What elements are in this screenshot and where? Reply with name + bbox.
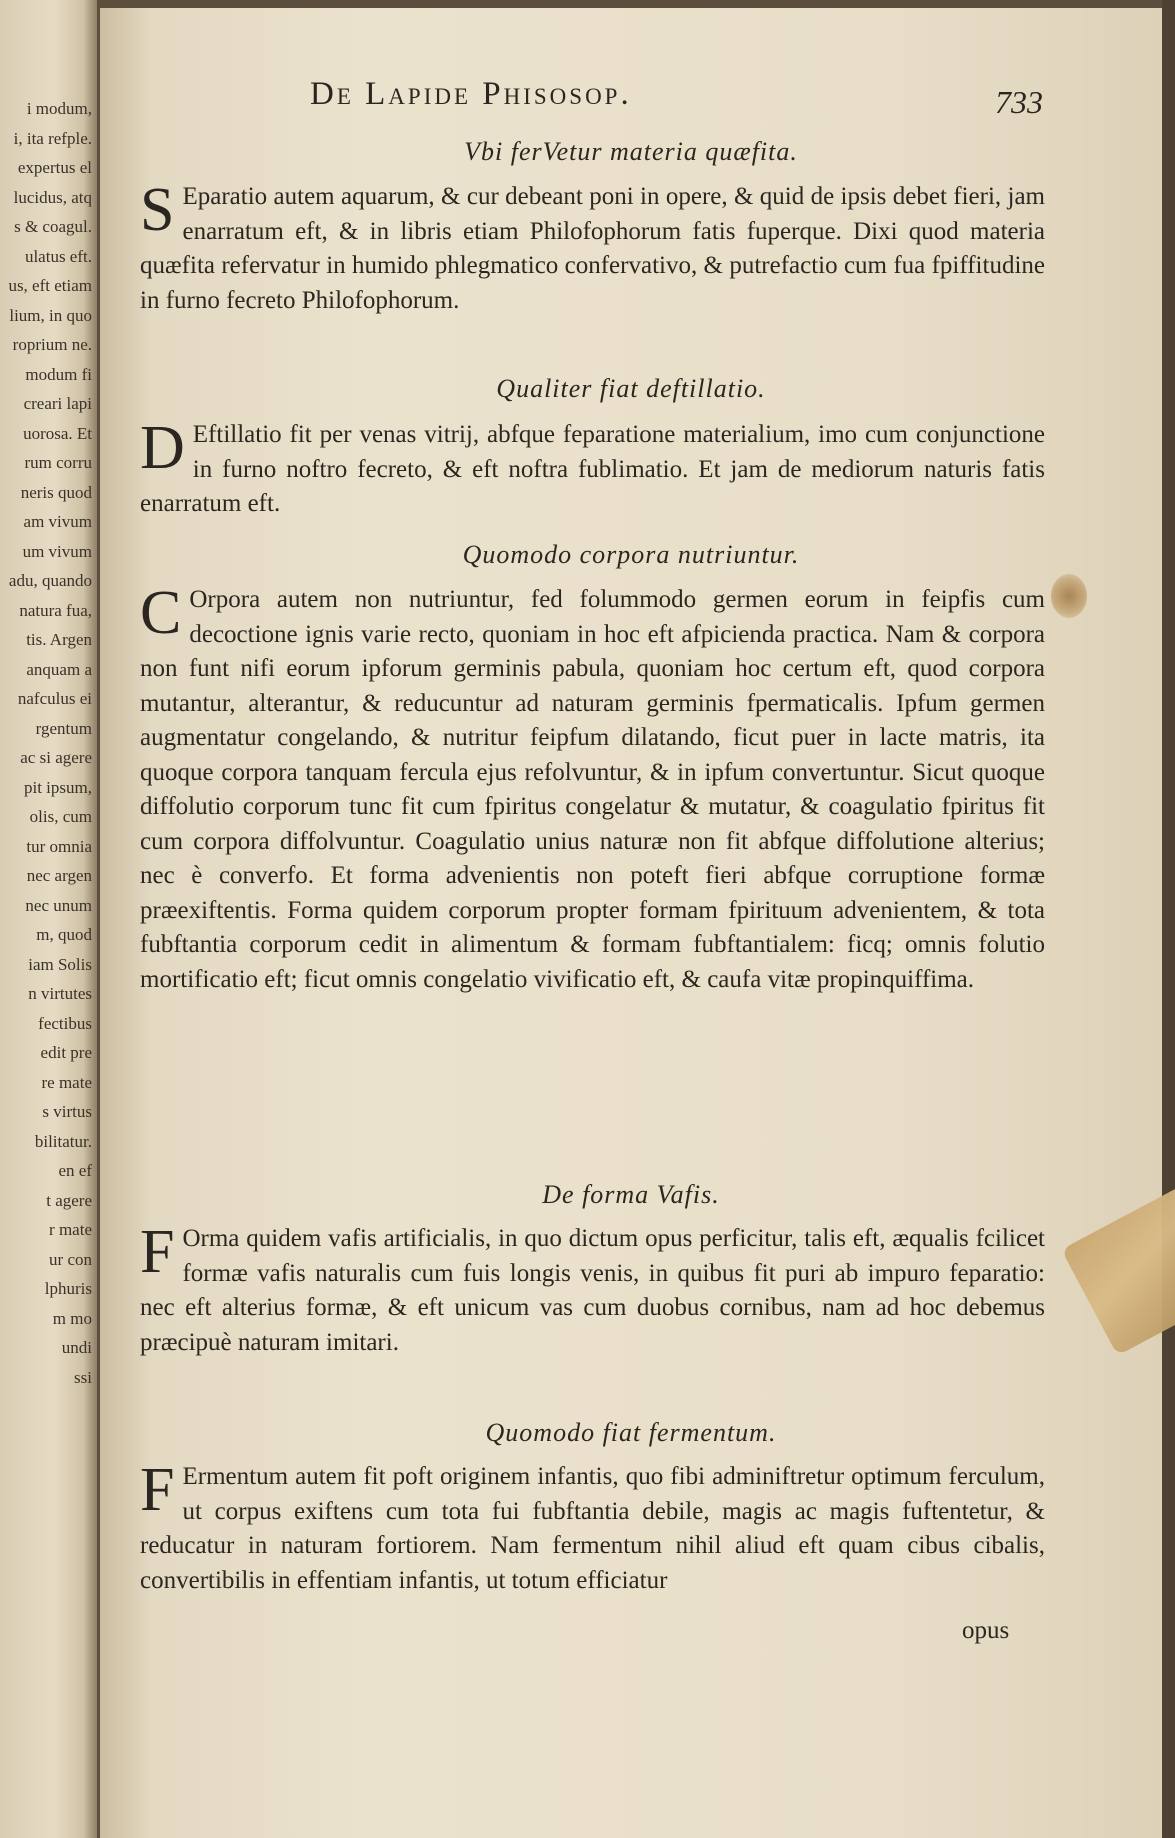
facing-page-fragment: lucidus, atq — [13, 187, 92, 207]
facing-page-fragment: i modum, — [26, 99, 92, 118]
facing-page-fragment: nec unum — [25, 895, 92, 915]
drop-cap: C — [140, 579, 182, 647]
facing-page-fragment: uorosa. Et — [23, 423, 92, 443]
running-head: De Lapide Phisosop. — [310, 76, 632, 112]
facing-page-fragment: pit ipsum, — [23, 777, 92, 797]
facing-page-fragment: nec argen — [26, 866, 92, 885]
facing-page — [0, 0, 98, 1838]
facing-page-fragment: um vivum — [22, 541, 92, 561]
facing-page-fragment: s virtus — [42, 1102, 92, 1121]
facing-page-fragment: am vivum — [23, 512, 92, 531]
paragraph — [140, 176, 1045, 318]
page-number: 733 — [995, 84, 1043, 120]
facing-page-fragment: re mate — [41, 1072, 92, 1092]
drop-cap: F — [140, 1456, 175, 1524]
facing-page-fragment: iam Solis — [28, 954, 92, 974]
paragraph — [140, 1218, 1045, 1360]
paragraph-text: Orpora autem non nutriuntur, fed folummodo germen eorum in feipfis cum decoctione ignis varie recto, quoniam in hoc eft afpicienda practica. Nam & corpora non funt nifi eorum ipforum germinis pabula, quoniam hoc certum eft, quod corpora mutantur, alterantur, & reducuntur ad naturam germinis fpermaticalis. Ipfum germen augmentatur congelando, & nutritur feipfum dilatando, ficut puer in lacte matris, ita quoque corpora tanquam fercula ejus refolvuntur, & in ipfum convertuntur. Sicut quoque diffolutio corporum tunc fit cum fpiritus congelatur & mutatur, & coagulatio fpiritus fit cum corpora diffolvuntur. Coagulatio unius naturæ non fit abfque diffolutione alterius; nec è converfo. Et forma advenientis non poteft fieri abfque corruptione formæ præexiftentis. Forma quidem corporum propter formam fpirituum advenientem, & tota fubftantia corporum cedit in alimentum & formam fubftantialem: ficq; omnis folutio mortificatio eft; ficut omnis congelatio vivificatio eft, & caufa vitæ propinquiffima. — [140, 586, 1045, 993]
paragraph-text: Eparatio autem aquarum, & cur debeant poni in opere, & quid de ipsis debet fieri, jam enarratum eft, & in libris etiam Philofophorum fatis fuperque. Dixi quod materia quæfita refervatur in humido phlegmatico confervativo, & putrefactio cum fua fpiffitudine in furno fecreto Philofophorum. — [140, 183, 1045, 314]
facing-page-fragment: roprium ne. — [12, 335, 92, 354]
facing-page-fragment: s & coagul. — [14, 217, 92, 236]
facing-page-fragment: t agere — [46, 1190, 92, 1210]
section-heading: Quomodo corpora nutriuntur. — [462, 540, 800, 569]
facing-page-fragment: creari lapi — [23, 394, 92, 413]
facing-page-fragment: ssi — [74, 1367, 92, 1387]
drop-cap: F — [140, 1218, 175, 1286]
section-heading: De forma Vafis. — [542, 1180, 720, 1209]
paragraph-text: Ermentum autem fit poft originem infantis, quo fibi adminiftretur optimum ferculum, ut corpus exiftens cum tota fui fubftantia debile, magis ac magis fuftentetur, & reducatur in naturam fortiorem. Nam fermentum nihil aliud eft quam cibus cibalis, convertibilis in effentiam infantis, ut totum efficiatur — [140, 1463, 1045, 1594]
facing-page-fragment: m, quod — [36, 925, 92, 944]
section-heading: Vbi ferVetur materia quæfita. — [464, 137, 798, 166]
paragraph — [140, 579, 1045, 997]
facing-page-fragment: edit pre — [40, 1043, 92, 1062]
facing-page-fragment: us, eft etiam — [8, 276, 92, 295]
book-page — [100, 0, 1162, 1838]
facing-page-fragment: adu, quando — [8, 571, 92, 590]
facing-page-fragment: lium, in quo — [9, 305, 92, 325]
drop-cap: D — [140, 414, 185, 482]
facing-page-fragment: ulatus eft. — [24, 246, 92, 266]
facing-page-fragment: lphuris — [44, 1279, 92, 1298]
facing-page-fragment: m mo — [52, 1308, 92, 1328]
section-heading: Quomodo fiat fermentum. — [485, 1418, 777, 1447]
catchword: opus — [962, 1617, 1010, 1644]
facing-page-fragment: nafculus ei — [17, 689, 92, 708]
facing-page-fragment: i, ita refple. — [13, 128, 92, 148]
facing-page-fragment: tur omnia — [26, 836, 92, 856]
paragraph — [140, 1456, 1045, 1598]
facing-page-fragment: natura fua, — [19, 600, 92, 620]
facing-page-fragment: rum corru — [24, 453, 92, 472]
facing-page-fragment: ur con — [49, 1249, 92, 1269]
drop-cap: S — [140, 176, 175, 244]
facing-page-fragment: en ef — [58, 1161, 92, 1180]
stain-mark — [1051, 574, 1087, 618]
facing-page-fragment: fectibus — [38, 1013, 92, 1033]
facing-page-fragment: rgentum — [35, 718, 92, 738]
facing-page-fragment: anquam a — [26, 659, 92, 679]
facing-page-fragment: bilitatur. — [34, 1131, 92, 1151]
section-heading: Qualiter fiat deftillatio. — [496, 374, 766, 403]
page-top-edge — [100, 0, 1162, 8]
facing-page-fragment: r mate — [49, 1220, 92, 1239]
facing-page-fragment: olis, cum — [29, 807, 92, 826]
page-right-edge — [1162, 0, 1175, 1838]
facing-page-fragment: n virtutes — [28, 984, 92, 1003]
facing-page-fragment: expertus el — [17, 158, 92, 177]
facing-page-fragment: ac si agere — [20, 748, 92, 767]
facing-page-fragment: neris quod — [20, 482, 92, 502]
paragraph — [140, 414, 1045, 522]
facing-page-fragment: tis. Argen — [26, 630, 92, 649]
paragraph-text: Orma quidem vafis artificialis, in quo dictum opus perficitur, talis eft, æqualis fcilicet formæ vafis naturalis cum fuis longis venis, in quibus fit puri ab impuro feparatio: nec eft alterius formæ, & eft unicum vas cum duobus cornibus, nam ad hoc debemus præcipuè naturam imitari. — [140, 1225, 1045, 1356]
facing-page-fragment: modum fi — [25, 364, 92, 384]
facing-page-fragment: undi — [61, 1338, 92, 1357]
paragraph-text: Eftillatio fit per venas vitrij, abfque feparatione materialium, imo cum conjunctione in furno noftro fecreto, & eft noftra fublimatio. Et jam de mediorum naturis fatis enarratum eft. — [140, 421, 1045, 517]
